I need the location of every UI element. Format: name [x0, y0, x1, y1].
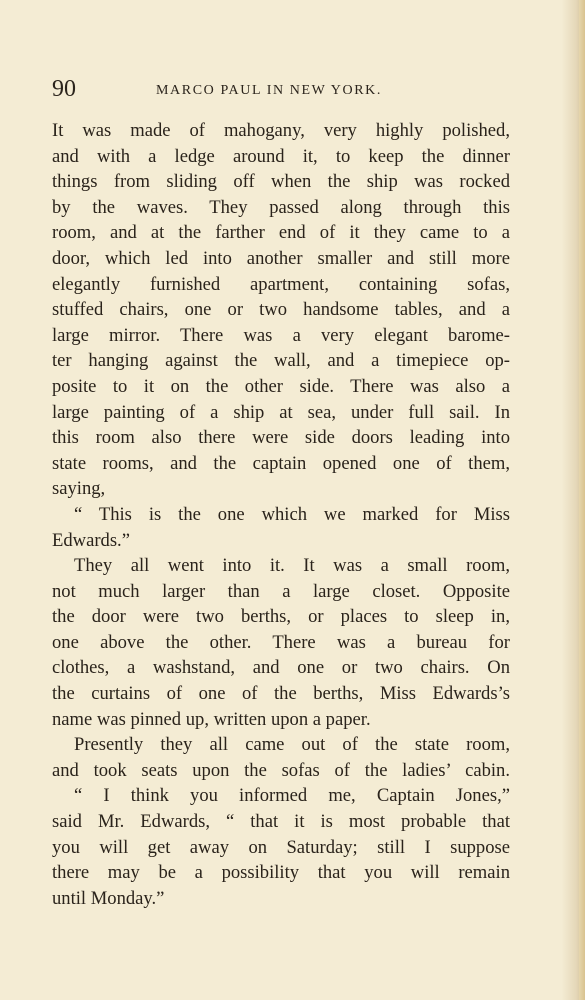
text-line: “ This is the one which we marked for Miss [74, 503, 510, 525]
text-line: door, which led into another smaller and still more [52, 247, 510, 269]
text-line: there may be a possibility that you will remain [52, 862, 510, 884]
text-line: clothes, a washstand, and one or two chairs. On [52, 657, 510, 679]
text-line: the door were two berths, or places to sleep in, [52, 606, 510, 628]
page-number: 90 [52, 76, 76, 102]
text-line: one above the other. There was a bureau for [52, 631, 510, 653]
text-line: saying, [52, 478, 106, 500]
text-line: things from sliding off when the ship was rocked [52, 171, 510, 193]
text-line: They all went into it. It was a small room, [74, 555, 510, 577]
text-line: It was made of mahogany, very highly polished, [52, 120, 510, 141]
text-line: said Mr. Edwards, “ that it is most probable that [52, 811, 510, 833]
text-line: posite to it on the other side. There was also a [52, 375, 510, 397]
text-line: by the waves. They passed along through this [52, 196, 510, 218]
text-line: and with a ledge around it, to keep the dinner [52, 145, 510, 167]
page-header [52, 76, 522, 106]
running-title: MARCO PAUL IN NEW YORK. [156, 83, 382, 98]
text-line: elegantly furnished apartment, containing sofas, [52, 273, 510, 295]
text-line: state rooms, and the captain opened one of them, [52, 452, 510, 474]
text-line: large mirror. There was a very elegant barome- [52, 324, 510, 346]
text-line: “ I think you informed me, Captain Jones,” [74, 785, 510, 807]
text-line: name was pinned up, written upon a paper. [52, 708, 371, 730]
page-edge [579, 0, 585, 1000]
text-line: ter hanging against the wall, and a timepiece op- [52, 350, 510, 372]
text-line: this room also there were side doors leading into [52, 427, 510, 449]
text-line: large painting of a ship at sea, under full sail. In [52, 401, 510, 423]
text-line: the curtains of one of the berths, Miss Edwards’s [52, 683, 510, 705]
body-text [52, 118, 510, 911]
text-line: stuffed chairs, one or two handsome tables, and a [52, 299, 510, 321]
text-line: Presently they all came out of the state room, [74, 734, 510, 756]
text-line: until Monday.” [52, 887, 165, 909]
text-line: and took seats upon the sofas of the ladies’ cabin. [52, 759, 510, 781]
text-line: Edwards.” [52, 529, 130, 551]
text-line: room, and at the farther end of it they came to a [52, 222, 510, 244]
text-line: you will get away on Saturday; still I suppose [52, 836, 510, 858]
text-line: not much larger than a large closet. Opposite [52, 580, 510, 602]
